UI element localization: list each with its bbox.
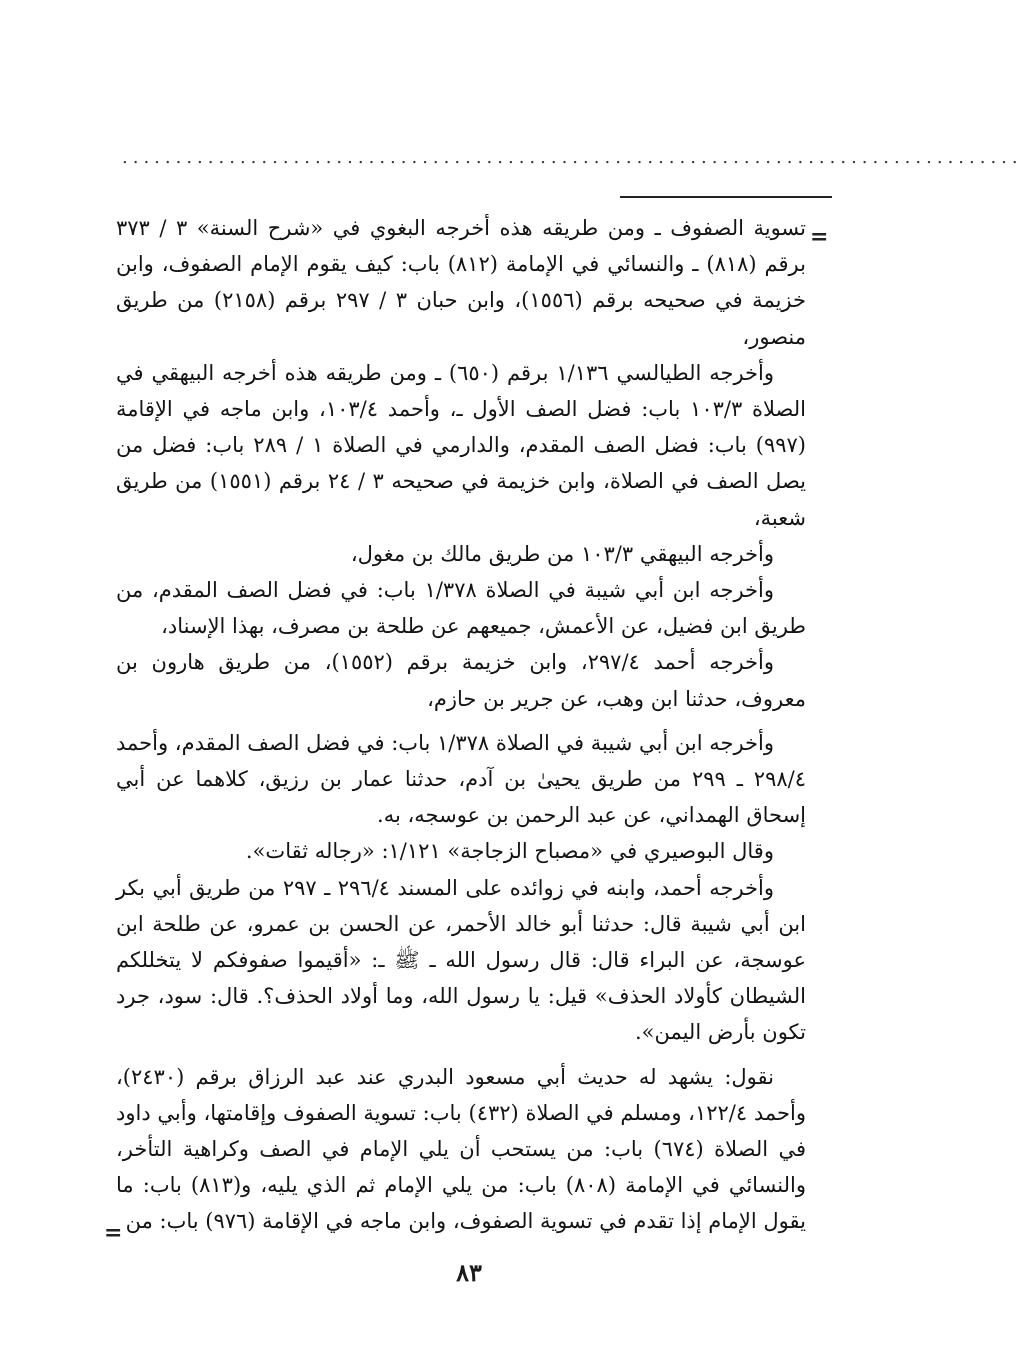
- footnote-rule: [620, 196, 832, 198]
- footnote-paragraph: وأخرجه ابن أبي شيبة في الصلاة ١/٣٧٨ باب: في فضل الصف المقدم، من طريق ابن فضيل، عن الأعمش، جميعهم عن طلحة بن مصرف، بهذا الإسناد،: [116, 578, 806, 639]
- footnote-paragraph: وقال البوصيري في «مصباح الزجاجة» ١/١٢١: «رجاله ثقات».: [245, 839, 774, 864]
- footnote-paragraph: وأخرجه ابن أبي شيبة في الصلاة ١/٣٧٨ باب: في فضل الصف المقدم، وأحمد ٢٩٨/٤ ـ ٢٩٩ من طريق يحيىٰ بن آدم، حدثنا عمار بن رزيق، كلاهما عن أبي إسحاق الهمداني، عن عبد الرحمن بن عوسجه، به.: [116, 730, 806, 828]
- continuation-mark-top: =: [810, 224, 829, 250]
- footnote-paragraph: تسوية الصفوف ـ ومن طريقه هذه أخرجه البغوي في «شرح السنة» ٣ / ٣٧٣ برقم (٨١٨) ـ والنسائي في الإمامة (٨١٢) باب: كيف يقوم الإمام الصفوف، وابن خزيمة في صحيحه برقم (١٥٥٦)، وابن حبان ٣ / ٢٩٧ برقم (٢١٥٨) من طريق منصور،: [116, 216, 806, 349]
- footnote-paragraph: وأخرجه البيهقي ١٠٣/٣ من طريق مالك بن مغول،: [350, 541, 774, 566]
- footnote-paragraph: وأخرجه أحمد، وابنه في زوائده على المسند ٢٩٦/٤ ـ ٢٩٧ من طريق أبي بكر ابن أبي شيبة قال: حدثنا أبو خالد الأحمر، عن الحسن بن عمرو، عن طلحة ابن عوسجة، عن البراء قال: قال رسول الله ـ ﷺ ـ: «أقيموا صفوفكم لا يتخللكم الشيطان كأولاد الحذف» قيل: يا رسول الله، وما أولاد الحذف؟. قال: سود، جرد تكون بأرض اليمن».: [116, 875, 806, 1045]
- footnote-paragraph: نقول: يشهد له حديث أبي مسعود البدري عند عبد الرزاق برقم (٢٤٣٠)، وأحمد ١٢٢/٤، ومسلم في الصلاة (٤٣٢) باب: تسوية الصفوف وإقامتها، وأبي داود في الصلاة (٦٧٤) باب: من يستحب أن يلي الإمام في الصف وكراهية التأخر، والنسائي في الإمامة (٨٠٨) باب: من يلي الإمام ثم الذي يليه، و(٨١٣) باب: ما يقول الإمام إذا تقدم في تسوية الصفوف، وابن ماجه في الإقامة (٩٧٦) باب: من: [116, 1064, 807, 1234]
- footnote-body: [116, 210, 806, 1240]
- page-number: ٨٣: [456, 1258, 482, 1287]
- continuation-mark-bottom: =: [104, 1220, 123, 1246]
- footnote-paragraph: وأخرجه أحمد ٢٩٧/٤، وابن خزيمة برقم (١٥٥٢)، من طريق هارون بن معروف، حدثنا ابن وهب، عن جرير بن حازم،: [116, 650, 806, 711]
- separator-dots: ....................................................................................: [122, 147, 1023, 168]
- footnote-paragraph: وأخرجه الطيالسي ١/١٣٦ برقم (٦٥٠) ـ ومن طريقه هذه أخرجه البيهقي في الصلاة ١٠٣/٣ باب: فضل الصف الأول ـ، وأحمد ١٠٣/٤، وابن ماجه في الإقامة (٩٩٧) باب: فضل الصف المقدم، والدارمي في الصلاة ١ / ٢٨٩ باب: فضل من يصل الصف في الصلاة، وابن خزيمة في صحيحه ٣ / ٢٤ برقم (١٥٥١) من طريق شعبة،: [116, 360, 807, 530]
